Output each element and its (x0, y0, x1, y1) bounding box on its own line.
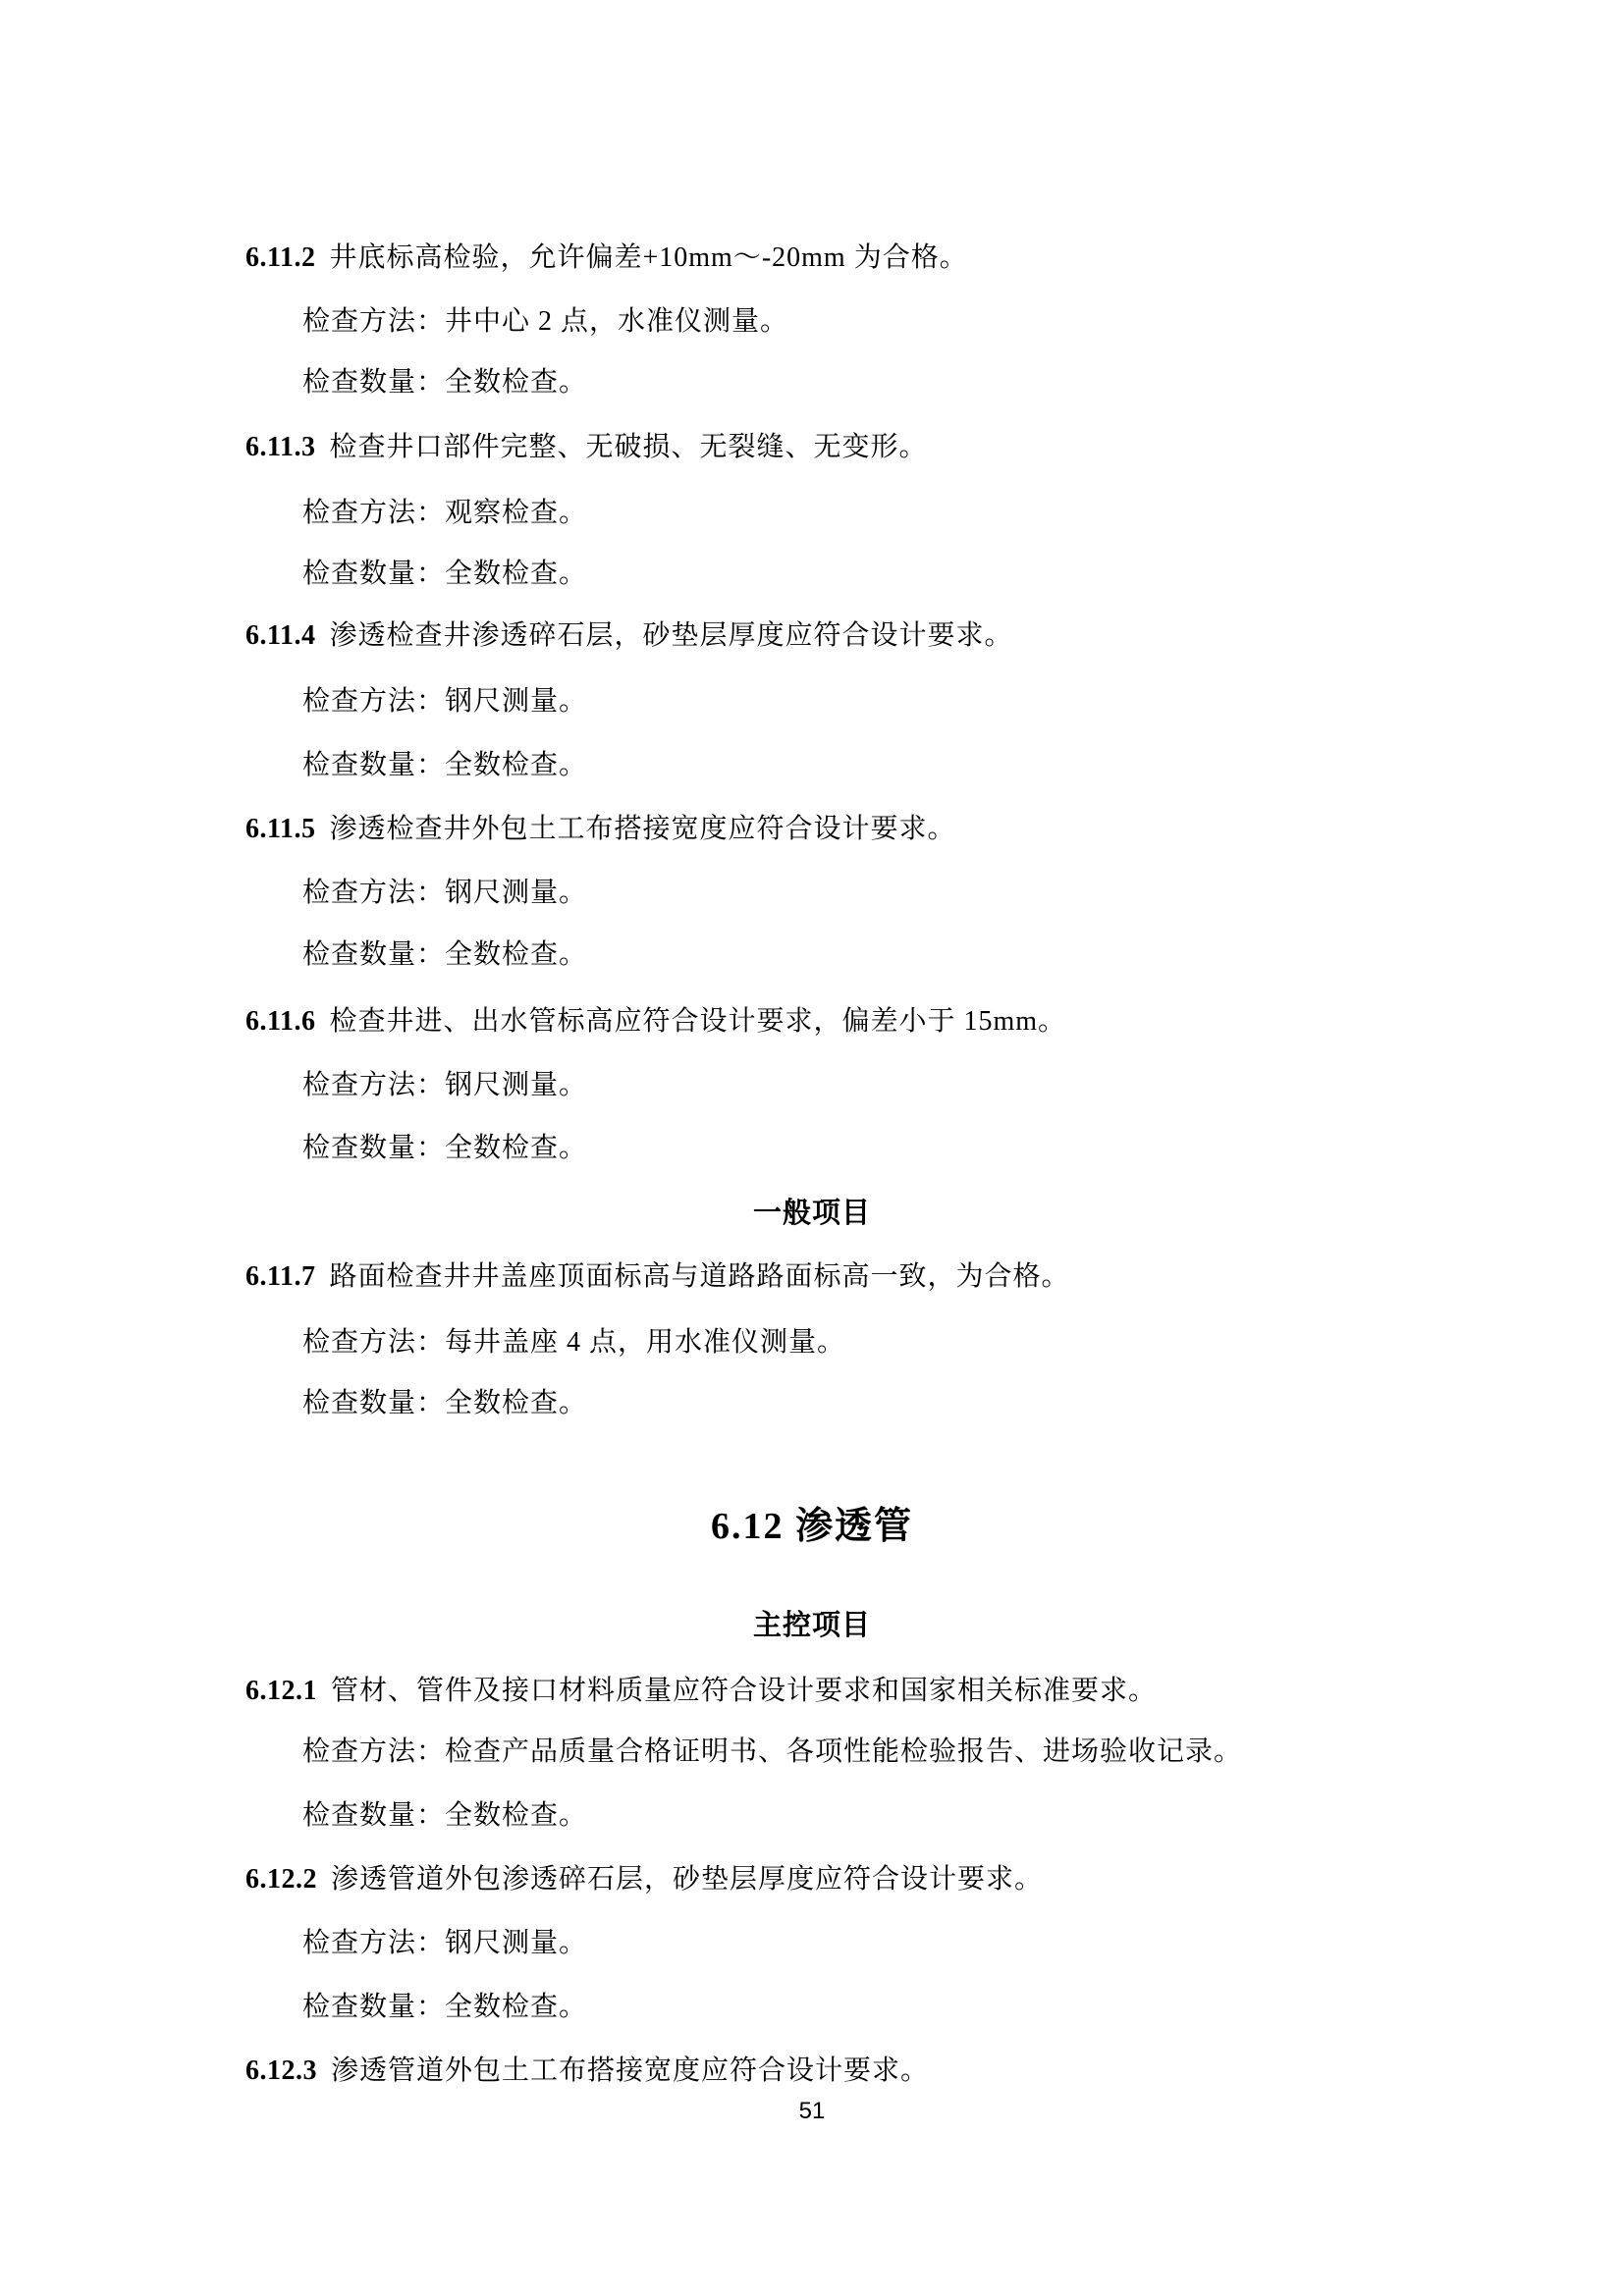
inspection-quantity-line: 检查数量：全数检查。 (302, 1992, 588, 2022)
clause-6-11-3 (245, 416, 927, 479)
clause-number: 6.11.2 (245, 242, 316, 273)
clause-text: 路面检查井井盖座顶面标高与道路路面标高一致，为合格。 (329, 1261, 1070, 1292)
inspection-method-line: 检查方法：钢尺测量。 (302, 1928, 588, 1958)
clause-text: 渗透检查井外包土工布搭接宽度应符合设计要求。 (329, 814, 956, 844)
clause-number: 6.12.1 (245, 1676, 317, 1706)
clause-text: 井底标高检验，允许偏差+10mm～-20mm 为合格。 (329, 242, 968, 273)
clause-6-11-2 (245, 227, 968, 290)
inspection-quantity-line: 检查数量：全数检查。 (302, 939, 588, 970)
general-items-heading: 一般项目 (752, 1198, 871, 1229)
clause-text: 渗透管道外包土工布搭接宽度应符合设计要求。 (331, 2056, 930, 2086)
inspection-method-line: 检查方法：观察检查。 (302, 498, 588, 528)
clause-6-11-6 (245, 990, 1066, 1053)
inspection-quantity-line: 检查数量：全数检查。 (302, 559, 588, 589)
clause-text: 管材、管件及接口材料质量应符合设计要求和国家相关标准要求。 (331, 1676, 1158, 1706)
page-number: 51 (798, 2098, 826, 2124)
inspection-quantity-line: 检查数量：全数检查。 (302, 1133, 588, 1163)
clause-number: 6.11.6 (245, 1006, 316, 1037)
clause-text: 检查井口部件完整、无破损、无裂缝、无变形。 (329, 432, 928, 462)
inspection-method-line: 检查方法：钢尺测量。 (302, 686, 588, 717)
section-title-6-12: 6.12 渗透管 (710, 1506, 913, 1547)
clause-number: 6.11.5 (245, 814, 316, 844)
clause-6-11-4 (245, 605, 1012, 667)
master-control-items-heading: 主控项目 (752, 1610, 871, 1641)
inspection-quantity-line: 检查数量：全数检查。 (302, 1800, 588, 1831)
clause-6-11-5 (245, 798, 955, 861)
clause-6-12-1 (245, 1660, 1157, 1723)
clause-number: 6.12.3 (245, 2056, 317, 2086)
inspection-method-line: 检查方法：井中心 2 点，水准仪测量。 (302, 306, 789, 337)
inspection-quantity-line: 检查数量：全数检查。 (302, 1388, 588, 1418)
clause-text: 渗透管道外包渗透碎石层，砂垫层厚度应符合设计要求。 (331, 1864, 1044, 1895)
inspection-quantity-line: 检查数量：全数检查。 (302, 750, 588, 780)
clause-text: 检查井进、出水管标高应符合设计要求，偏差小于 15mm。 (329, 1006, 1067, 1037)
clause-number: 6.11.4 (245, 620, 316, 651)
clause-6-12-2 (245, 1848, 1043, 1911)
clause-text: 渗透检查井渗透碎石层，砂垫层厚度应符合设计要求。 (329, 620, 1013, 651)
clause-6-11-7 (245, 1246, 1069, 1308)
inspection-method-line: 检查方法：每井盖座 4 点，用水准仪测量。 (302, 1327, 846, 1358)
clause-number: 6.11.7 (245, 1261, 316, 1292)
inspection-method-line: 检查方法：钢尺测量。 (302, 1070, 588, 1100)
inspection-method-line: 检查方法：钢尺测量。 (302, 878, 588, 908)
inspection-quantity-line: 检查数量：全数检查。 (302, 367, 588, 398)
inspection-method-line: 检查方法：检查产品质量合格证明书、各项性能检验报告、进场验收记录。 (302, 1736, 1243, 1767)
clause-number: 6.11.3 (245, 432, 316, 462)
clause-number: 6.12.2 (245, 1864, 317, 1895)
